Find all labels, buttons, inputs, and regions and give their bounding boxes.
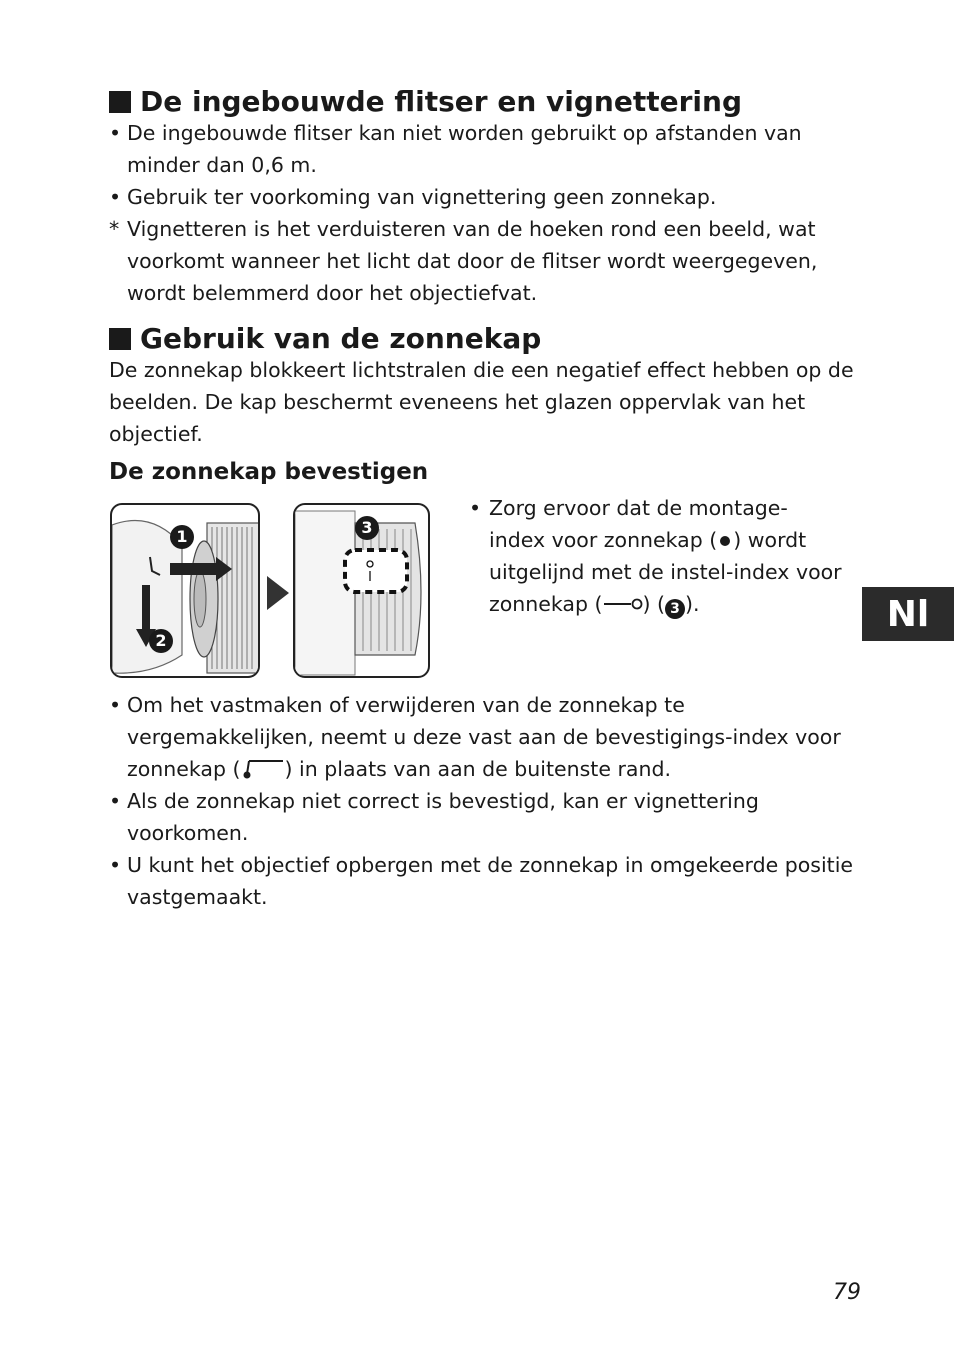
item-line: Als de zonnekap niet correct is bevestigd, kan er vignettering	[127, 789, 759, 813]
black-square-icon	[109, 91, 131, 113]
note-text: index voor zonnekap (	[489, 528, 718, 552]
step-3-badge: 3	[355, 516, 379, 540]
alignment-note	[469, 492, 842, 620]
subsection-title: De zonnekap bevestigen	[109, 459, 429, 485]
asterisk: *	[109, 217, 120, 241]
item-line: De ingebouwde flitser kan niet worden gebruikt op afstanden van	[127, 121, 802, 145]
item-line: voorkomen.	[127, 821, 249, 845]
bullet: •	[109, 185, 122, 209]
bullet: •	[109, 853, 122, 877]
step-1-badge: 1	[170, 525, 194, 549]
language-tab: Nl	[862, 587, 954, 641]
paragraph-line: De zonnekap blokkeert lichtstralen die een negatief effect hebben op de	[109, 358, 854, 382]
item-line: voorkomt wanneer het licht dat door de flitser wordt weergegeven,	[127, 249, 818, 273]
item-line: U kunt het objectief opbergen met de zonnekap in omgekeerde positie	[127, 853, 854, 877]
item-line: Gebruik ter voorkoming van vignettering geen zonnekap.	[127, 185, 717, 209]
note-line: Zorg ervoor dat de montage-	[489, 496, 788, 520]
list-item	[109, 117, 849, 181]
step-3-ref-badge: 3	[665, 599, 685, 619]
figure-panel-align	[293, 503, 430, 678]
figure-panel-attach	[110, 503, 260, 678]
section-title: Gebruik van de zonnekap	[140, 322, 542, 355]
next-step-arrow-icon	[265, 574, 291, 612]
section-heading-lens-hood	[109, 323, 541, 355]
section-title: De ingebouwde flitser en vignettering	[140, 85, 742, 118]
item-text: zonnekap (	[127, 757, 241, 781]
note-line: uitgelijnd met de instel-index voor	[489, 560, 842, 584]
bullet: •	[109, 693, 122, 717]
note-text: zonnekap (	[489, 592, 603, 616]
paragraph-line: beelden. De kap beschermt eveneens het glazen oppervlak van het	[109, 390, 806, 414]
list-item	[109, 849, 854, 913]
step-2-badge: 2	[149, 629, 173, 653]
list-item	[109, 785, 849, 849]
note-text: ) wordt	[733, 528, 807, 552]
paragraph-line: objectief.	[109, 422, 203, 446]
line-circle-index-icon	[603, 597, 643, 611]
item-line: minder dan 0,6 m.	[127, 153, 317, 177]
item-line: Vignetteren is het verduisteren van de hoeken rond een beeld, wat	[127, 217, 816, 241]
bullet: •	[469, 496, 482, 520]
item-line: wordt belemmerd door het objectiefvat.	[127, 281, 538, 305]
section-heading-flash	[109, 86, 742, 118]
footnote-item	[109, 213, 849, 309]
list-item	[109, 181, 849, 213]
bullet: •	[109, 121, 122, 145]
note-text: ) (	[642, 592, 666, 616]
item-line: Om het vastmaken of verwijderen van de zonnekap te	[127, 693, 685, 717]
note-line	[489, 588, 842, 620]
item-line: vergemakkelijken, neemt u deze vast aan de bevestigings-index voor	[127, 725, 841, 749]
page-number: 79	[833, 1280, 861, 1305]
filled-dot-icon	[720, 536, 730, 546]
note-line	[489, 524, 842, 556]
intro-paragraph	[109, 354, 854, 450]
item-line: vastgemaakt.	[127, 885, 268, 909]
black-square-icon	[109, 328, 131, 350]
hook-index-icon	[241, 758, 285, 780]
item-text: ) in plaats van aan de buitenste rand.	[284, 757, 671, 781]
bullet: •	[109, 789, 122, 813]
item-line	[127, 753, 849, 785]
list-item	[109, 689, 849, 785]
note-text: ).	[685, 592, 700, 616]
